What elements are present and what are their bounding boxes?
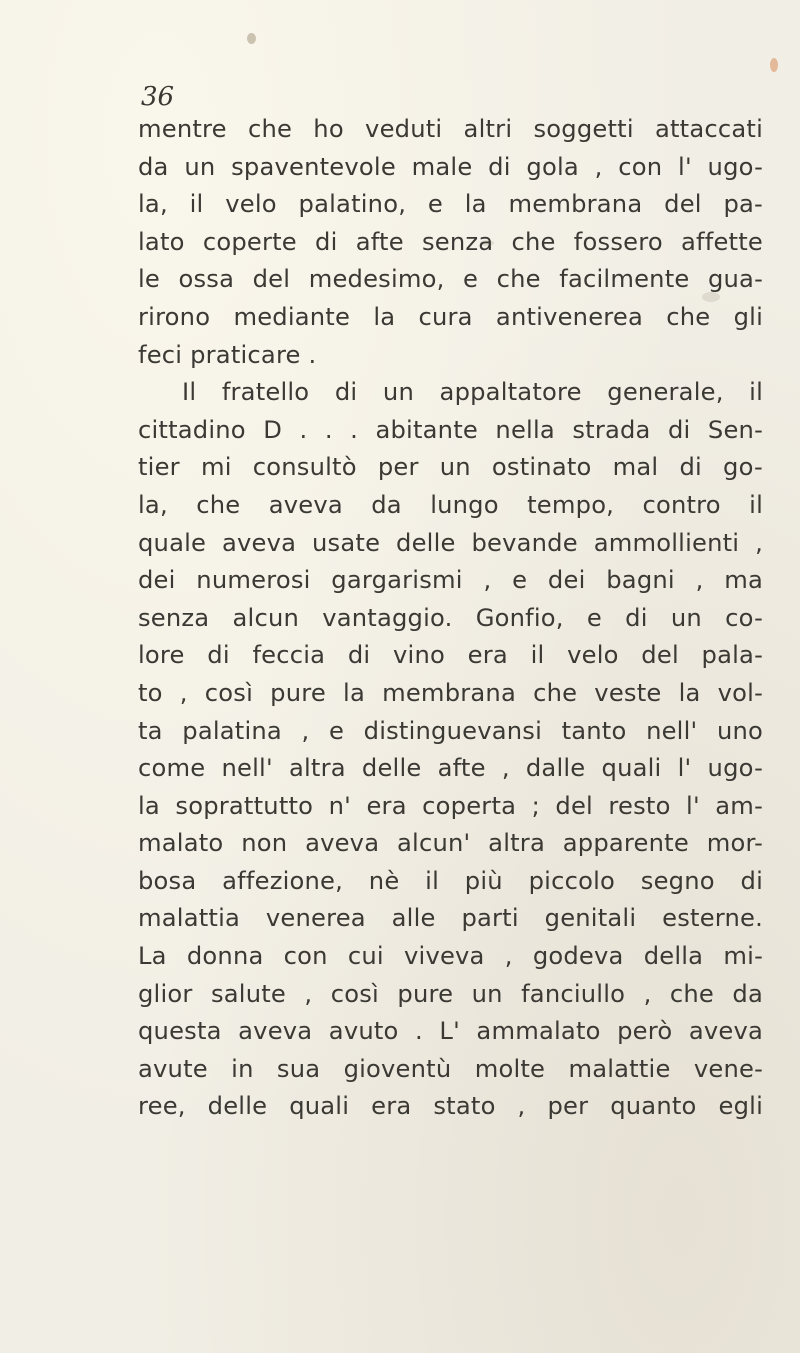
text-line: questa aveva avuto . L' ammalato però aveva: [138, 1017, 763, 1046]
ink-spot: [770, 58, 778, 72]
text-line: dei numerosi gargarismi , e dei bagni , ma: [138, 566, 763, 595]
text-line: bosa affezione, nè il più piccolo segno di: [138, 866, 763, 895]
text-line: rirono mediante la cura antivenerea che gli: [138, 302, 763, 331]
text-line: quale aveva usate delle bevande ammollienti ,: [138, 528, 763, 557]
text-line: glior salute , così pure un fanciullo , che da: [138, 979, 763, 1008]
text-line: tier mi consultò per un ostinato mal di go-: [138, 453, 763, 482]
text-line: lore di feccia di vino era il velo del pala-: [138, 641, 763, 670]
text-line: la, il velo palatino, e la membrana del pa-: [138, 190, 763, 219]
text-line: senza alcun vantaggio. Gonfio, e di un co-: [138, 603, 763, 632]
text-line: malato non aveva alcun' altra apparente mor-: [138, 829, 763, 858]
ink-spot: [247, 33, 256, 44]
page-number: 36: [141, 82, 175, 112]
text-line: malattia venerea alle parti genitali esterne.: [138, 904, 763, 933]
text-line: Il fratello di un appaltatore generale, il: [182, 378, 763, 407]
text-line: la soprattutto n' era coperta ; del resto l' am-: [138, 791, 763, 820]
text-line: come nell' altra delle afte , dalle quali l' ugo-: [138, 754, 763, 783]
body-text: [138, 111, 763, 1126]
text-line: ta palatina , e distinguevansi tanto nell' uno: [138, 716, 763, 745]
text-line: cittadino D . . . abitante nella strada di Sen-: [138, 415, 763, 444]
text-line: to , così pure la membrana che veste la vol-: [138, 678, 763, 707]
text-line: ree, delle quali era stato , per quanto egli: [138, 1092, 763, 1121]
text-line: da un spaventevole male di gola , con l' ugo-: [138, 152, 763, 181]
text-line: La donna con cui viveva , godeva della mi-: [138, 942, 763, 971]
text-line: la, che aveva da lungo tempo, contro il: [138, 490, 763, 519]
text-line: le ossa del medesimo, e che facilmente gua-: [138, 265, 763, 294]
text-line: lato coperte di afte senza che fossero affette: [138, 227, 763, 256]
text-line: avute in sua gioventù molte malattie vene-: [138, 1054, 763, 1083]
text-line: mentre che ho veduti altri soggetti attaccati: [138, 115, 763, 143]
text-line: feci praticare .: [138, 340, 317, 369]
